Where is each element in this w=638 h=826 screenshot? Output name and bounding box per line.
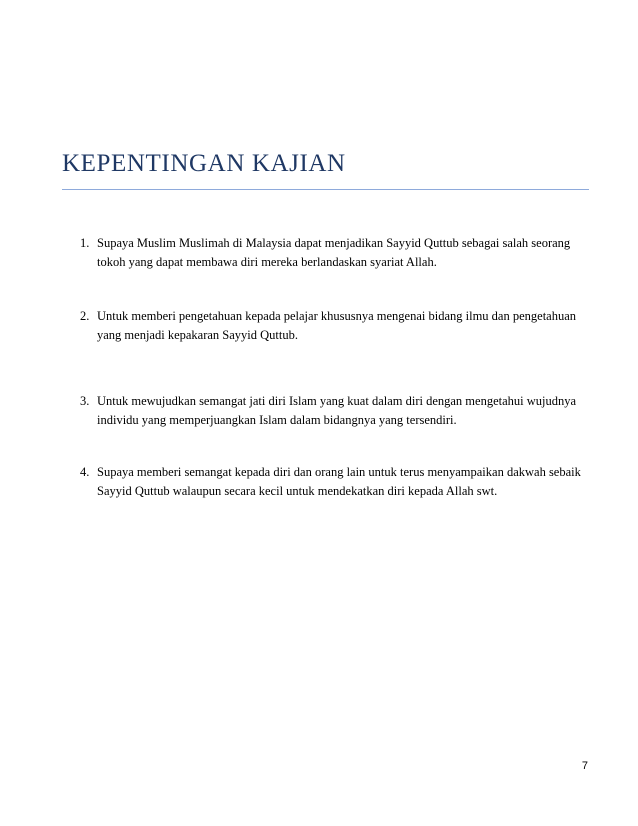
list-item-text: Untuk memberi pengetahuan kepada pelajar khususnya mengenai bidang ilmu dan pengetahuan yang menjadi kepakaran Sayyid Quttub.: [97, 309, 577, 342]
list-item: [80, 234, 590, 272]
list-item-text: Supaya Muslim Muslimah di Malaysia dapat menjadikan Sayyid Quttub sebagai salah seorang tokoh yang dapat membawa diri mereka berlandaskan syariat Allah.: [97, 236, 571, 269]
list-item: [80, 307, 590, 345]
list-item-text: Untuk mewujudkan semangat jati diri Islam yang kuat dalam diri dengan mengetahui wujudnya individu yang memperjuangkan Islam dalam bidangnya yang tersendiri.: [97, 394, 577, 427]
list-item-text: Supaya memberi semangat kepada diri dan orang lain untuk terus menyampaikan dakwah sebaik Sayyid Quttub walaupun secara kecil untuk mendekatkan diri kepada Allah swt.: [97, 465, 581, 498]
section-heading: KEPENTINGAN KAJIAN: [62, 150, 346, 177]
list-item-number: 3.: [80, 394, 90, 408]
list-item-number: 2.: [80, 309, 90, 323]
list-item-number: 1.: [80, 236, 90, 250]
list-item: [80, 463, 590, 501]
list-item: [80, 392, 590, 430]
list-item-number: 4.: [80, 465, 90, 479]
page-number: 7: [581, 760, 588, 772]
